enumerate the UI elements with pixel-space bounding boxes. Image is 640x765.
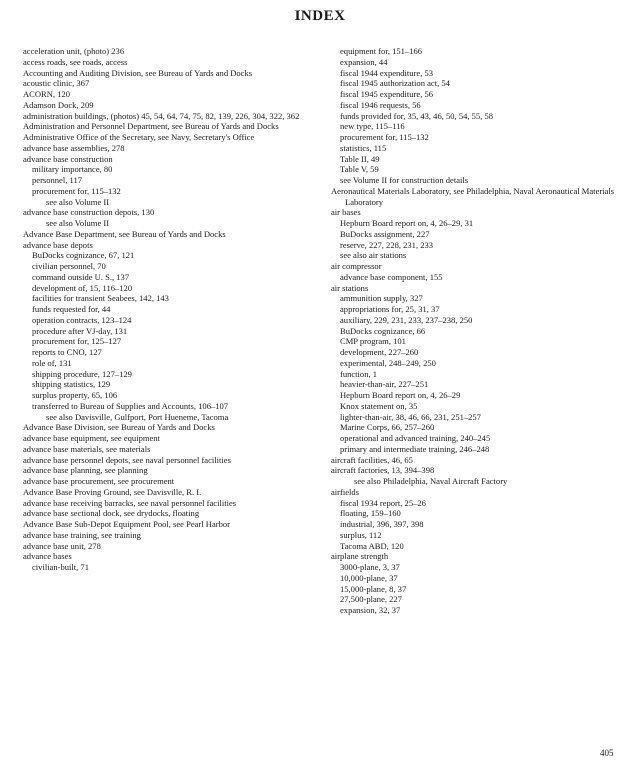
index-entry: 10,000-plane, 37	[340, 572, 398, 583]
index-entry: appropriations for, 25, 31, 37	[340, 304, 440, 314]
index-entry: civilian-built, 71	[32, 562, 89, 572]
index-entry: funds provided for, 35, 43, 46, 50, 54, 55, 58	[340, 110, 494, 121]
index-entry: development of, 15, 116–120	[32, 282, 133, 293]
index-entry: expansion, 32, 37	[340, 605, 401, 615]
index-entry: military importance, 80	[32, 164, 113, 175]
index-entry: advance base training, see training	[23, 529, 141, 540]
index-entry: heavier-than-air, 227–251	[340, 379, 429, 390]
index-entry: industrial, 396, 397, 398	[340, 519, 424, 529]
index-entry: procurement for, 115–132	[32, 185, 121, 196]
index-entry: advance base unit, 278	[23, 540, 101, 551]
index-entry: airfields	[331, 486, 360, 497]
index-entry: procurement for, 115–132	[340, 132, 429, 142]
index-entry: ACORN, 120	[23, 89, 71, 99]
index-entry: see also Philadelphia, Naval Aircraft Factory	[354, 476, 508, 486]
index-entry: reserve, 227, 228, 231, 233	[340, 239, 434, 250]
index-entry: Table V, 59	[340, 164, 379, 175]
index-entry: advance base depots	[23, 239, 93, 250]
index-entry: advance base procurement, see procurement	[23, 476, 175, 486]
index-entry: development, 227–260	[340, 347, 419, 357]
index-entry: role of, 131	[32, 357, 72, 368]
index-entry: air bases	[331, 207, 361, 218]
index-entry: command outside U. S., 137	[32, 271, 130, 282]
index-entry: see also Davisville, Gulfport, Port Hueneme, Tacoma	[46, 411, 229, 422]
index-entry: equipment for, 151–166	[340, 46, 423, 56]
index-entry: 3000-plane, 3, 37	[340, 562, 400, 572]
index-entry: airplane strength	[331, 551, 389, 562]
index-entry: reports to CNO, 127	[32, 347, 102, 357]
index-entry: primary and intermediate training, 246–248	[340, 443, 490, 454]
index-entry: 15,000-plane, 8, 37	[340, 583, 407, 594]
index-right-column	[331, 46, 623, 616]
index-entry: Tacoma ABD, 120	[340, 540, 404, 551]
index-entry: see also Volume II	[46, 196, 110, 207]
index-entry: Adamson Dock, 209	[23, 99, 94, 110]
index-entry: facilities for transient Seabees, 142, 143	[32, 293, 169, 304]
index-entry: fiscal 1945 authorization act, 54	[340, 78, 450, 89]
index-entry: administration buildings, (photos) 45, 54, 64, 74, 75, 82, 139, 226, 304, 322, 362	[23, 110, 300, 121]
index-entry: aircraft factories, 13, 394–398	[331, 465, 435, 476]
index-entry: Advance Base Department, see Bureau of Yards and Docks	[23, 228, 226, 239]
index-entry: see Volume II for construction details	[340, 175, 469, 185]
index-entry: fiscal 1946 requests, 56	[340, 99, 421, 110]
index-entry: procedure after VJ-day, 131	[32, 325, 128, 336]
index-entry: acoustic clinic, 367	[23, 78, 90, 89]
index-entry: Table II, 49	[340, 153, 380, 164]
index-entry: procurement for, 125–127	[32, 336, 122, 347]
index-entry: BuDocks cognizance, 67, 121	[32, 250, 135, 261]
index-entry: expansion, 44	[340, 56, 388, 67]
index-entry: advance bases	[23, 551, 72, 562]
index-entry: Administration and Personnel Department, see Bureau of Yards and Docks	[23, 121, 279, 132]
index-entry: new type, 115–116	[340, 121, 405, 132]
index-entry: ammunition supply, 327	[340, 293, 423, 304]
index-entry: fiscal 1945 expenditure, 56	[340, 89, 434, 99]
index-entry: Marine Corps, 66, 257–260	[340, 422, 435, 433]
index-entry: advance base equipment, see equipment	[23, 433, 160, 443]
index-entry: advance base assemblies, 278	[23, 142, 125, 153]
index-entry: air compressor	[331, 261, 382, 271]
index-entry: surplus property, 65, 106	[32, 390, 118, 400]
index-entry: operational and advanced training, 240–245	[340, 433, 491, 443]
index-entry: Advance Base Division, see Bureau of Yards and Docks	[23, 422, 215, 433]
index-entry: see also air stations	[340, 250, 407, 261]
index-entry: 27,500-plane, 227	[340, 594, 402, 605]
index-entry: civilian personnel, 70	[32, 261, 106, 271]
index-entry: CMP program, 101	[340, 336, 406, 347]
index-entry: statistics, 115	[340, 142, 387, 153]
index-entry: Knox statement on, 35	[340, 400, 418, 411]
index-entry: function, 1	[340, 368, 378, 379]
index-entry: BuDocks assignment, 227	[340, 228, 430, 239]
index-entry: advance base personnel depots, see naval personnel facilities	[23, 454, 231, 465]
index-entry: shipping statistics, 129	[32, 379, 111, 390]
index-entry: surplus, 112	[340, 529, 382, 540]
index-entry: Administrative Office of the Secretary, see Navy, Secretary's Office	[23, 132, 255, 142]
index-entry: advance base sectional dock, see drydocks, floating	[23, 508, 200, 519]
index-entry: personnel, 117	[32, 175, 83, 185]
index-entry: fiscal 1934 report, 25–26	[340, 497, 426, 508]
index-entry: Hepburn Board report on, 4, 26–29, 31	[340, 218, 474, 228]
page-number: 405	[600, 748, 614, 758]
index-entry: see also Volume II	[46, 218, 110, 228]
index-entry: Accounting and Auditing Division, see Bureau of Yards and Docks	[23, 67, 253, 78]
index-entry: transferred to Bureau of Supplies and Accounts, 106–107	[32, 400, 229, 411]
index-entry: lighter-than-air, 38, 46, 66, 231, 251–257	[340, 411, 481, 422]
index-entry: funds requested for, 44	[32, 304, 111, 314]
index-entry: Advance Base Proving Ground, see Davisville, R. I.	[23, 486, 202, 497]
index-entry: advance base planning, see planning	[23, 465, 148, 476]
index-entry: Aeronautical Materials Laboratory, see Philadelphia, Naval Aeronautical Materials Laboratory	[331, 185, 615, 207]
index-entry: operation contracts, 123–124	[32, 314, 132, 325]
index-entry: BuDocks cognizance, 66	[340, 325, 426, 336]
index-entry: auxiliary, 229, 231, 233, 237–238, 250	[340, 314, 473, 325]
index-entry: Hepburn Board report on, 4, 26–29	[340, 390, 461, 400]
index-entry: floating, 159–160	[340, 508, 401, 519]
page-title: INDEX	[294, 8, 346, 24]
index-entry: shipping procedure, 127–129	[32, 368, 132, 379]
index-entry: advance base materials, see materials	[23, 443, 151, 454]
index-entry: access roads, see roads, access	[23, 56, 128, 67]
index-entry: Advance Base Sub-Depot Equipment Pool, see Pearl Harbor	[23, 519, 230, 529]
index-entry: advance base construction depots, 130	[23, 207, 155, 218]
index-entry: aircraft facilities, 46, 65	[331, 454, 413, 465]
index-entry: acceleration unit, (photo) 236	[23, 46, 125, 56]
index-left-column	[23, 46, 313, 573]
index-entry: air stations	[331, 282, 369, 293]
index-entry: advance base component, 155	[340, 271, 443, 282]
index-entry: fiscal 1944 expenditure, 53	[340, 67, 434, 78]
index-entry: advance base construction	[23, 153, 113, 164]
index-entry: advance base receiving barracks, see naval personnel facilities	[23, 497, 237, 508]
index-entry: experimental, 248–249, 250	[340, 357, 436, 368]
